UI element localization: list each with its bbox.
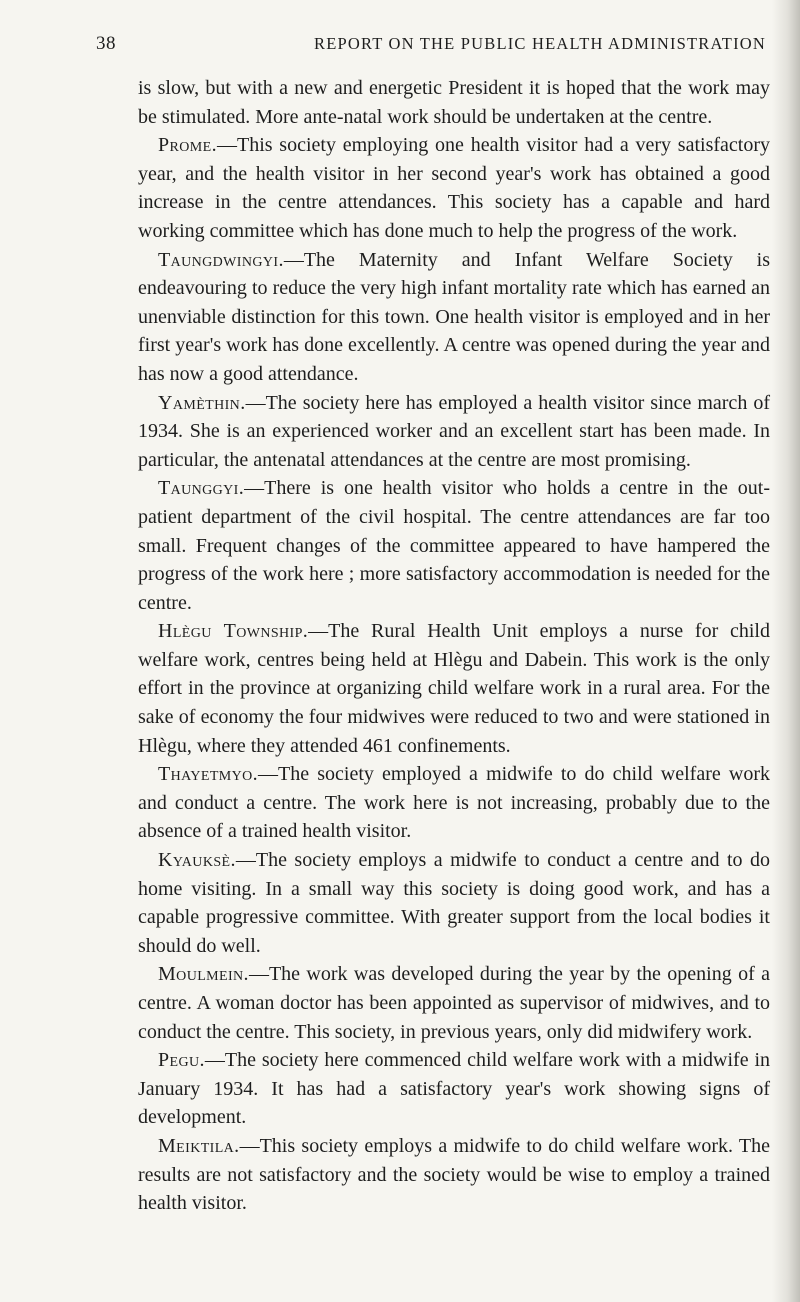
paragraph-heading: Taunggyi. xyxy=(158,477,245,500)
paragraph-pegu xyxy=(138,1046,770,1132)
paragraph-text: —The Maternity and Infant Welfare Society is endeavouring to reduce the very high infant mortality rate which has earned an unenviable distinction for this town. One health visitor is employed and in her first year's work has done excellently. A centre was opened during the year and has now a good attendance. xyxy=(138,248,770,385)
paragraph-heading: Taungdwingyi. xyxy=(158,248,284,271)
paragraph-heading: Prome. xyxy=(158,134,217,157)
paragraph-text: —There is one health visitor who holds a centre in the out-patient department of the civil hospital. The centre attendances are far too small. Frequent changes of the committee appeared to have hampered the progress of the work here ; more satisfactory accommodation is needed for the centre. xyxy=(138,477,770,614)
paragraph-text: —The society here commenced child welfare work with a midwife in January 1934. It has had a satisfactory year's work showing signs of development. xyxy=(138,1049,770,1129)
paragraph-heading: Meiktila. xyxy=(158,1134,240,1157)
paragraph-taungdwingyi xyxy=(138,246,770,389)
paragraph-heading: Kyauksè. xyxy=(158,849,236,872)
paragraph-thayetmyo xyxy=(138,760,770,846)
paragraph-prome xyxy=(138,131,770,245)
page-number: 38 xyxy=(96,33,116,54)
page-header xyxy=(96,33,786,59)
paragraph-moulmein xyxy=(138,960,770,1046)
paragraph-hlegu-township xyxy=(138,617,770,760)
paragraph-continuation xyxy=(138,74,770,131)
paragraph-yamethin xyxy=(138,389,770,475)
paragraph-heading: Hlègu Township. xyxy=(158,620,309,643)
paragraph-text: is slow, but with a new and energetic President it is hoped that the work may be stimulated. More ante-natal work should be undertaken at the centre. xyxy=(138,77,770,128)
paragraph-text: —The society employed a midwife to do child welfare work and conduct a centre. The work here is not increasing, probably due to the absence of a trained health visitor. xyxy=(138,763,770,843)
paragraph-text: —This society employing one health visitor had a very satisfactory year, and the health visitor in her second year's work has obtained a good increase in the centre attendances. This society has a capable and hard working committee which has done much to help the progress of the work. xyxy=(138,134,770,242)
running-head: REPORT ON THE PUBLIC HEALTH ADMINISTRATION xyxy=(314,34,766,53)
paragraph-heading: Yamèthin. xyxy=(158,391,246,414)
paragraph-heading: Thayetmyo. xyxy=(158,763,259,786)
paragraph-text: —This society employs a midwife to do child welfare work. The results are not satisfactory and the society would be wise to employ a trained health visitor. xyxy=(138,1134,770,1215)
paragraph-text: —The society here has employed a health visitor since march of 1934. She is an experienced worker and an excellent start has been made. In particular, the antenatal attendances at the centre are most promising. xyxy=(138,391,770,471)
page-edge-shadow xyxy=(772,0,800,1302)
paragraph-taunggyi xyxy=(138,474,770,617)
paragraph-text: —The work was developed during the year by the opening of a centre. A woman doctor has been appointed as supervisor of midwives, and to conduct the centre. This society, in previous years, only did midwifery work. xyxy=(138,963,770,1043)
paragraph-text: —The Rural Health Unit employs a nurse for child welfare work, centres being held at Hlègu and Dabein. This work is the only effort in the province at organizing child welfare work in a rural area. For the sake of economy the four midwives were reduced to two and were stationed in Hlègu, where they attended 461 confinements. xyxy=(138,620,770,757)
paragraph-meiktila xyxy=(138,1132,770,1218)
paragraph-heading: Pegu. xyxy=(158,1049,205,1072)
paragraph-heading: Moulmein. xyxy=(158,963,249,986)
paragraph-kyaukse xyxy=(138,846,770,960)
body-text xyxy=(138,74,770,1218)
paragraph-text: —The society employs a midwife to conduct a centre and to do home visiting. In a small way this society is doing good work, and has a capable progressive committee. With greater support from the local bodies it should do well. xyxy=(138,849,770,957)
